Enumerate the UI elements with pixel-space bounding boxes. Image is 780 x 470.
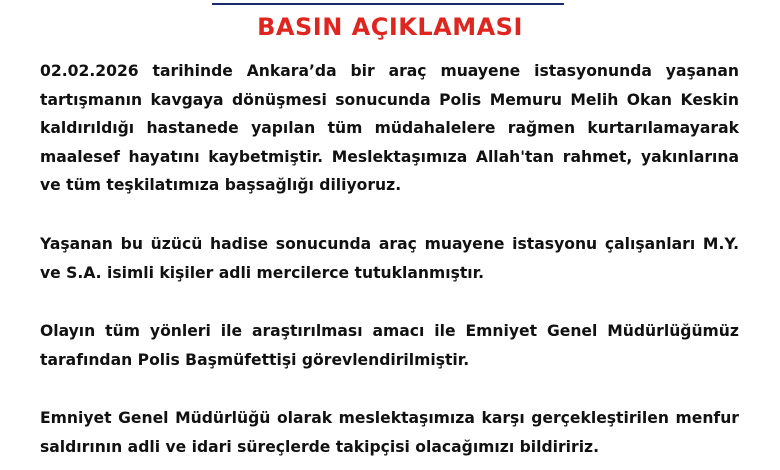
document-title: BASIN AÇIKLAMASI <box>257 13 523 41</box>
paragraph-statement: Emniyet Genel Müdürlüğü olarak meslektaşımıza karşı gerçekleştirilen menfur saldırının adli ve idari süreçlerde takipçisi olacağımızı bildiririz. <box>40 409 739 456</box>
paragraph-arrests: Yaşanan bu üzücü hadise sonucunda araç muayene istasyonu çalışanları M.Y. ve S.A. isimli kişiler adli mercilerce tutuklanmıştır. <box>40 234 739 282</box>
paragraph-incident: 02.02.2026 tarihinde Ankara’da bir araç muayene istasyonunda yaşanan tartışmanın kavgaya dönüşmesi sonucunda Polis Memuru Melih Okan Keskin kaldırıldığı hastanede yapılan tüm müdahalelere rağmen kurtarılamayarak maalesef hayatını kaybetmiştir. Meslektaşımıza Allah'tan rahmet, yakınlarına ve tüm teşkilatımıza başsağlığı diliyoruz. <box>40 62 739 195</box>
paragraph-investigation: Olayın tüm yönleri ile araştırılması amacı ile Emniyet Genel Müdürlüğümüz tarafından Polis Başmüfettişi görevlendirilmiştir. <box>40 322 739 369</box>
document-body <box>40 57 739 462</box>
top-divider-line <box>212 3 564 5</box>
